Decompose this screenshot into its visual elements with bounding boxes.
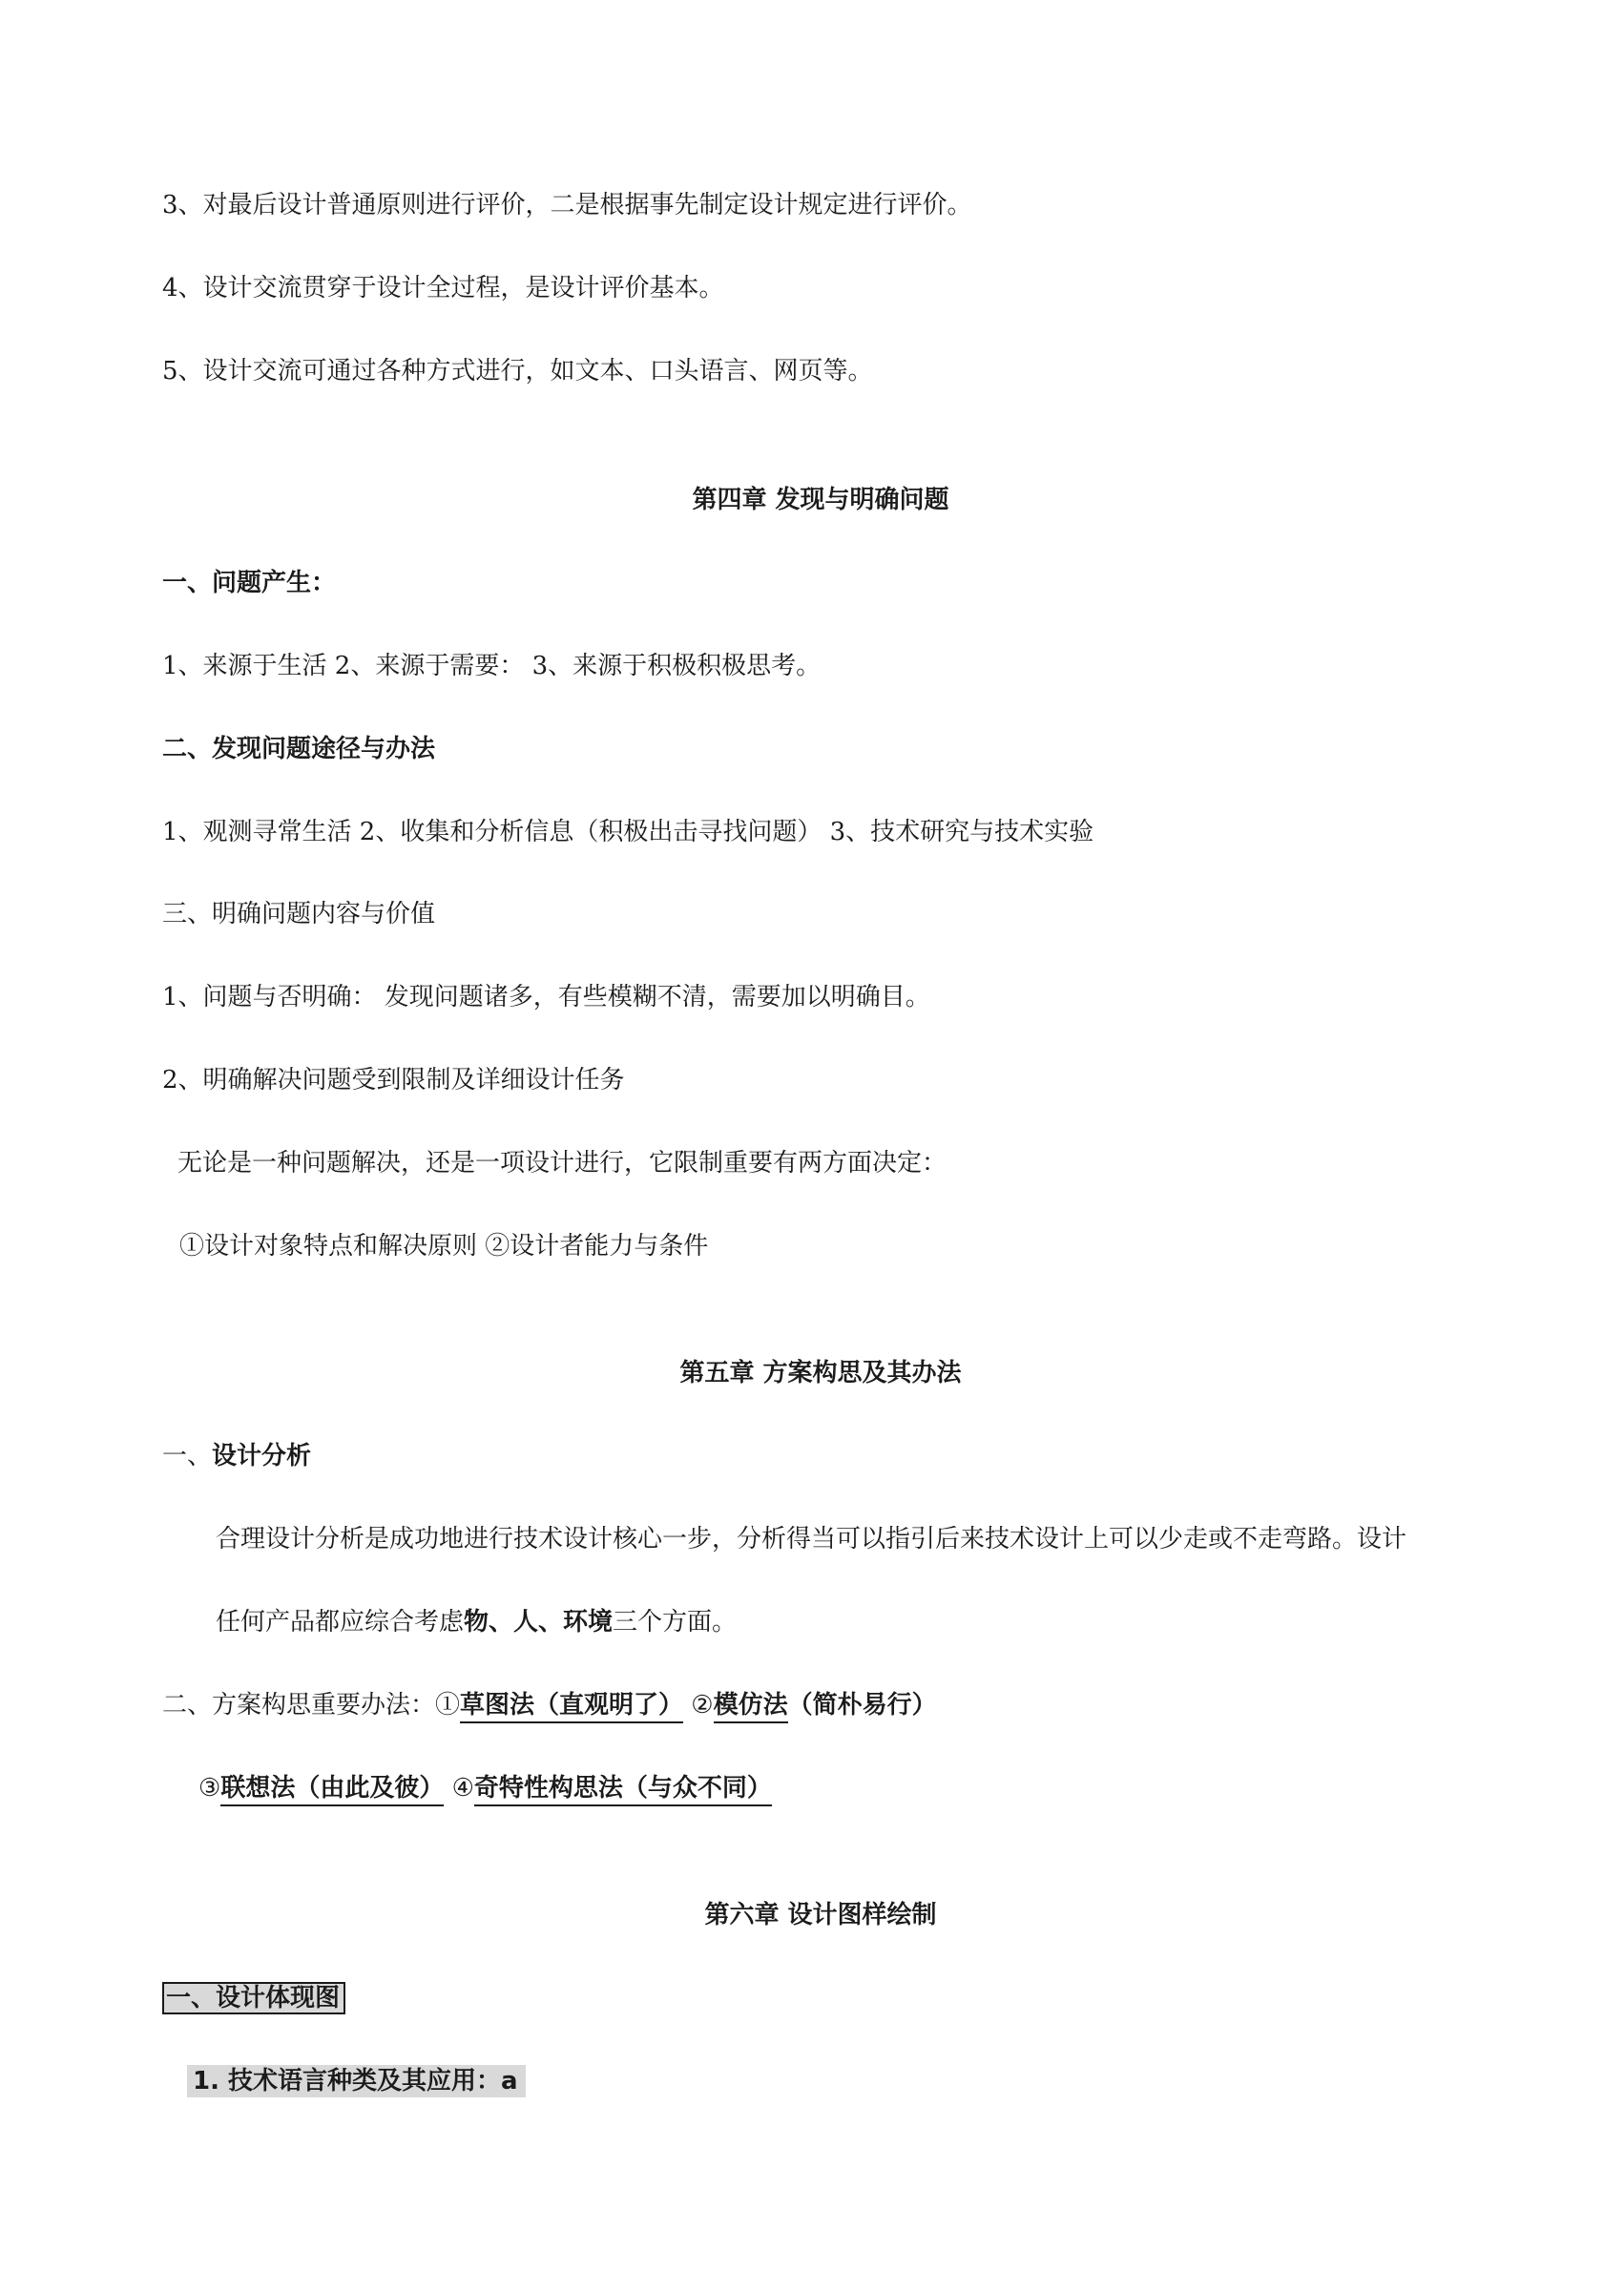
method-novelty: 奇特性构思法（与众不同）	[474, 1774, 772, 1806]
methods-line	[198, 1772, 772, 1804]
section-heading	[162, 1440, 311, 1472]
method-imitation: 模仿法	[714, 1691, 788, 1723]
list-item: 3、对最后设计普通原则进行评价，二是根据事先制定设计规定进行评价。	[162, 191, 972, 219]
methods-line	[162, 1689, 937, 1721]
paragraph: 无论是一种问题解决，还是一项设计进行，它限制重要有两方面决定：	[177, 1149, 947, 1178]
marker: ②	[683, 1691, 714, 1720]
method-note: （简朴易行）	[787, 1691, 937, 1720]
heading-text: 设计分析	[212, 1442, 312, 1470]
method-sketch: 草图法（直观明了）	[460, 1691, 683, 1723]
list-item: 4、设计交流贯穿于设计全过程，是设计评价基本。	[162, 274, 724, 302]
list-item: 5、设计交流可通过各种方式进行，如文本、口头语言、网页等。	[162, 357, 873, 386]
section-heading: 二、发现问题途径与办法	[162, 735, 436, 763]
paragraph: 2、明确解决问题受到限制及详细设计任务	[162, 1066, 625, 1095]
shaded-heading: 1. 技术语言种类及其应用：a	[187, 2065, 526, 2097]
marker: ①	[435, 1691, 461, 1720]
text: 二、方案构思重要办法：	[162, 1691, 436, 1720]
paragraph: 合理设计分析是成功地进行技术设计核心一步，分析得当可以指引后来技术设计上可以少走或不走弯路。设计	[216, 1525, 1407, 1554]
text: 三个方面。	[613, 1608, 738, 1637]
paragraph: ①设计对象特点和解决原则 ②设计者能力与条件	[179, 1232, 709, 1261]
section-heading	[162, 1982, 345, 2014]
paragraph	[216, 1606, 737, 1638]
chapter-title: 第六章 设计图样绘制	[704, 1901, 937, 1929]
section-heading: 一、问题产生：	[162, 569, 337, 597]
chapter-title: 第四章 发现与明确问题	[692, 486, 949, 514]
text: 任何产品都应综合考虑	[216, 1608, 465, 1637]
sub-heading	[187, 2065, 526, 2097]
boxed-heading: 一、设计体现图	[162, 1982, 345, 2014]
chapter-title: 第五章 方案构思及其办法	[679, 1359, 962, 1387]
paragraph: 1、观测寻常生活 2、收集和分析信息（积极出击寻找问题） 3、技术研究与技术实验	[162, 818, 1094, 846]
method-association: 联想法（由此及彼）	[220, 1774, 444, 1806]
paragraph: 1、问题与否明确： 发现问题诸多，有些模糊不清，需要加以明确目。	[162, 983, 930, 1011]
heading-prefix: 一、	[162, 1442, 213, 1470]
emphasis: 物、人、环境	[464, 1608, 614, 1637]
marker: ③	[198, 1774, 221, 1803]
section-heading: 三、明确问题内容与价值	[162, 900, 436, 928]
paragraph: 1、来源于生活 2、来源于需要： 3、来源于积极积极思考。	[162, 652, 822, 680]
marker: ④	[444, 1774, 474, 1803]
